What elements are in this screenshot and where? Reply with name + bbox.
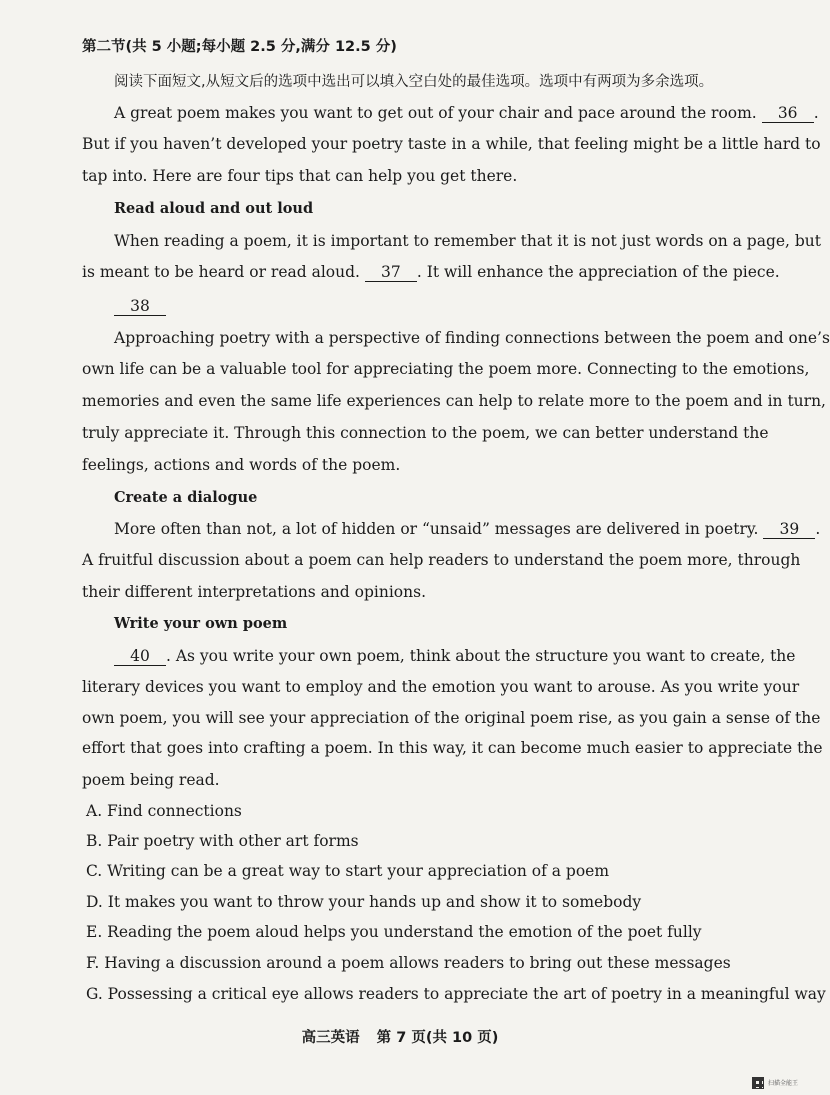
passage-line: A fruitful discussion about a poem can help readers to understand the poem more, through: [82, 551, 801, 569]
passage-line: A great poem makes you want to get out of your chair and pace around the room. 36 .: [114, 104, 819, 122]
section-title: 第二节(共 5 小题;每小题 2.5 分,满分 12.5 分): [82, 39, 397, 55]
passage-line: But if you haven’t developed your poetry taste in a while, that feeling might be a little hard to: [82, 135, 821, 153]
footer-subject: 高三英语: [301, 1030, 360, 1046]
passage-line: literary devices you want to employ and the emotion you want to arouse. As you write your: [82, 678, 800, 696]
passage-text: is meant to be heard or read aloud.: [82, 263, 360, 281]
heading-blank-line: [114, 296, 760, 316]
passage-line: truly appreciate it. Through this connection to the poem, we can better understand the: [82, 424, 769, 442]
passage-line: memories and even the same life experiences can help to relate more to the poem and in turn,: [82, 392, 826, 410]
blank-38: 38: [114, 297, 166, 316]
passage-line: feelings, actions and words of the poem.: [82, 456, 401, 474]
option-f: F. Having a discussion around a poem allows readers to bring out these messages: [86, 954, 731, 972]
passage-text: . As you write your own poem, think about the structure you want to create, the: [166, 647, 796, 665]
section-instruction: 阅读下面短文,从短文后的选项中选出可以填入空白处的最佳选项。选项中有两项为多余选项。: [114, 74, 714, 90]
passage-line: When reading a poem, it is important to remember that it is not just words on a page, but: [114, 232, 822, 250]
passage-text: A great poem makes you want to get out of your chair and pace around the room.: [114, 104, 757, 122]
passage-line: More often than not, a lot of hidden or “unsaid” messages are delivered in poetry. 39 .: [114, 520, 821, 538]
option-g: G. Possessing a critical eye allows readers to appreciate the art of poetry in a meaningful way: [86, 985, 826, 1003]
option-e: E. Reading the poem aloud helps you understand the emotion of the poet fully: [86, 923, 702, 941]
heading-create-dialogue: Create a dialogue: [114, 489, 258, 506]
option-b: B. Pair poetry with other art forms: [86, 832, 359, 850]
blank-39: 39: [763, 520, 815, 539]
passage-line: [114, 646, 796, 666]
passage-line: tap into. Here are four tips that can help you get there.: [82, 167, 518, 185]
option-a: A. Find connections: [86, 802, 242, 820]
heading-read-aloud: Read aloud and out loud: [114, 200, 314, 217]
qr-code-icon: [752, 1077, 764, 1089]
passage-line: [82, 262, 780, 282]
passage-line: own life can be a valuable tool for appreciating the poem more. Connecting to the emotions,: [82, 360, 810, 378]
scanner-watermark: 扫描全能王: [768, 1080, 799, 1087]
passage-line: poem being read.: [82, 771, 220, 789]
page-footer: [0, 1026, 800, 1047]
option-d: D. It makes you want to throw your hands up and show it to somebody: [86, 893, 642, 911]
blank-36: 36: [762, 104, 814, 123]
passage-line: Approaching poetry with a perspective of finding connections between the poem and one’s: [114, 329, 830, 347]
blank-37: 37: [365, 263, 417, 282]
footer-page-number: 第 7 页(共 10 页): [376, 1030, 499, 1046]
option-c: C. Writing can be a great way to start your appreciation of a poem: [86, 862, 610, 880]
passage-line: their different interpretations and opinions.: [82, 583, 426, 601]
blank-40: 40: [114, 647, 166, 666]
heading-write-poem: Write your own poem: [114, 615, 288, 632]
passage-text: More often than not, a lot of hidden or “unsaid” messages are delivered in poetry.: [114, 520, 759, 538]
passage-text: . It will enhance the appreciation of the piece.: [416, 263, 780, 281]
passage-line: own poem, you will see your appreciation of the original poem rise, as you gain a sense of the: [82, 709, 821, 727]
passage-line: effort that goes into crafting a poem. In this way, it can become much easier to appreciate the: [82, 739, 823, 757]
